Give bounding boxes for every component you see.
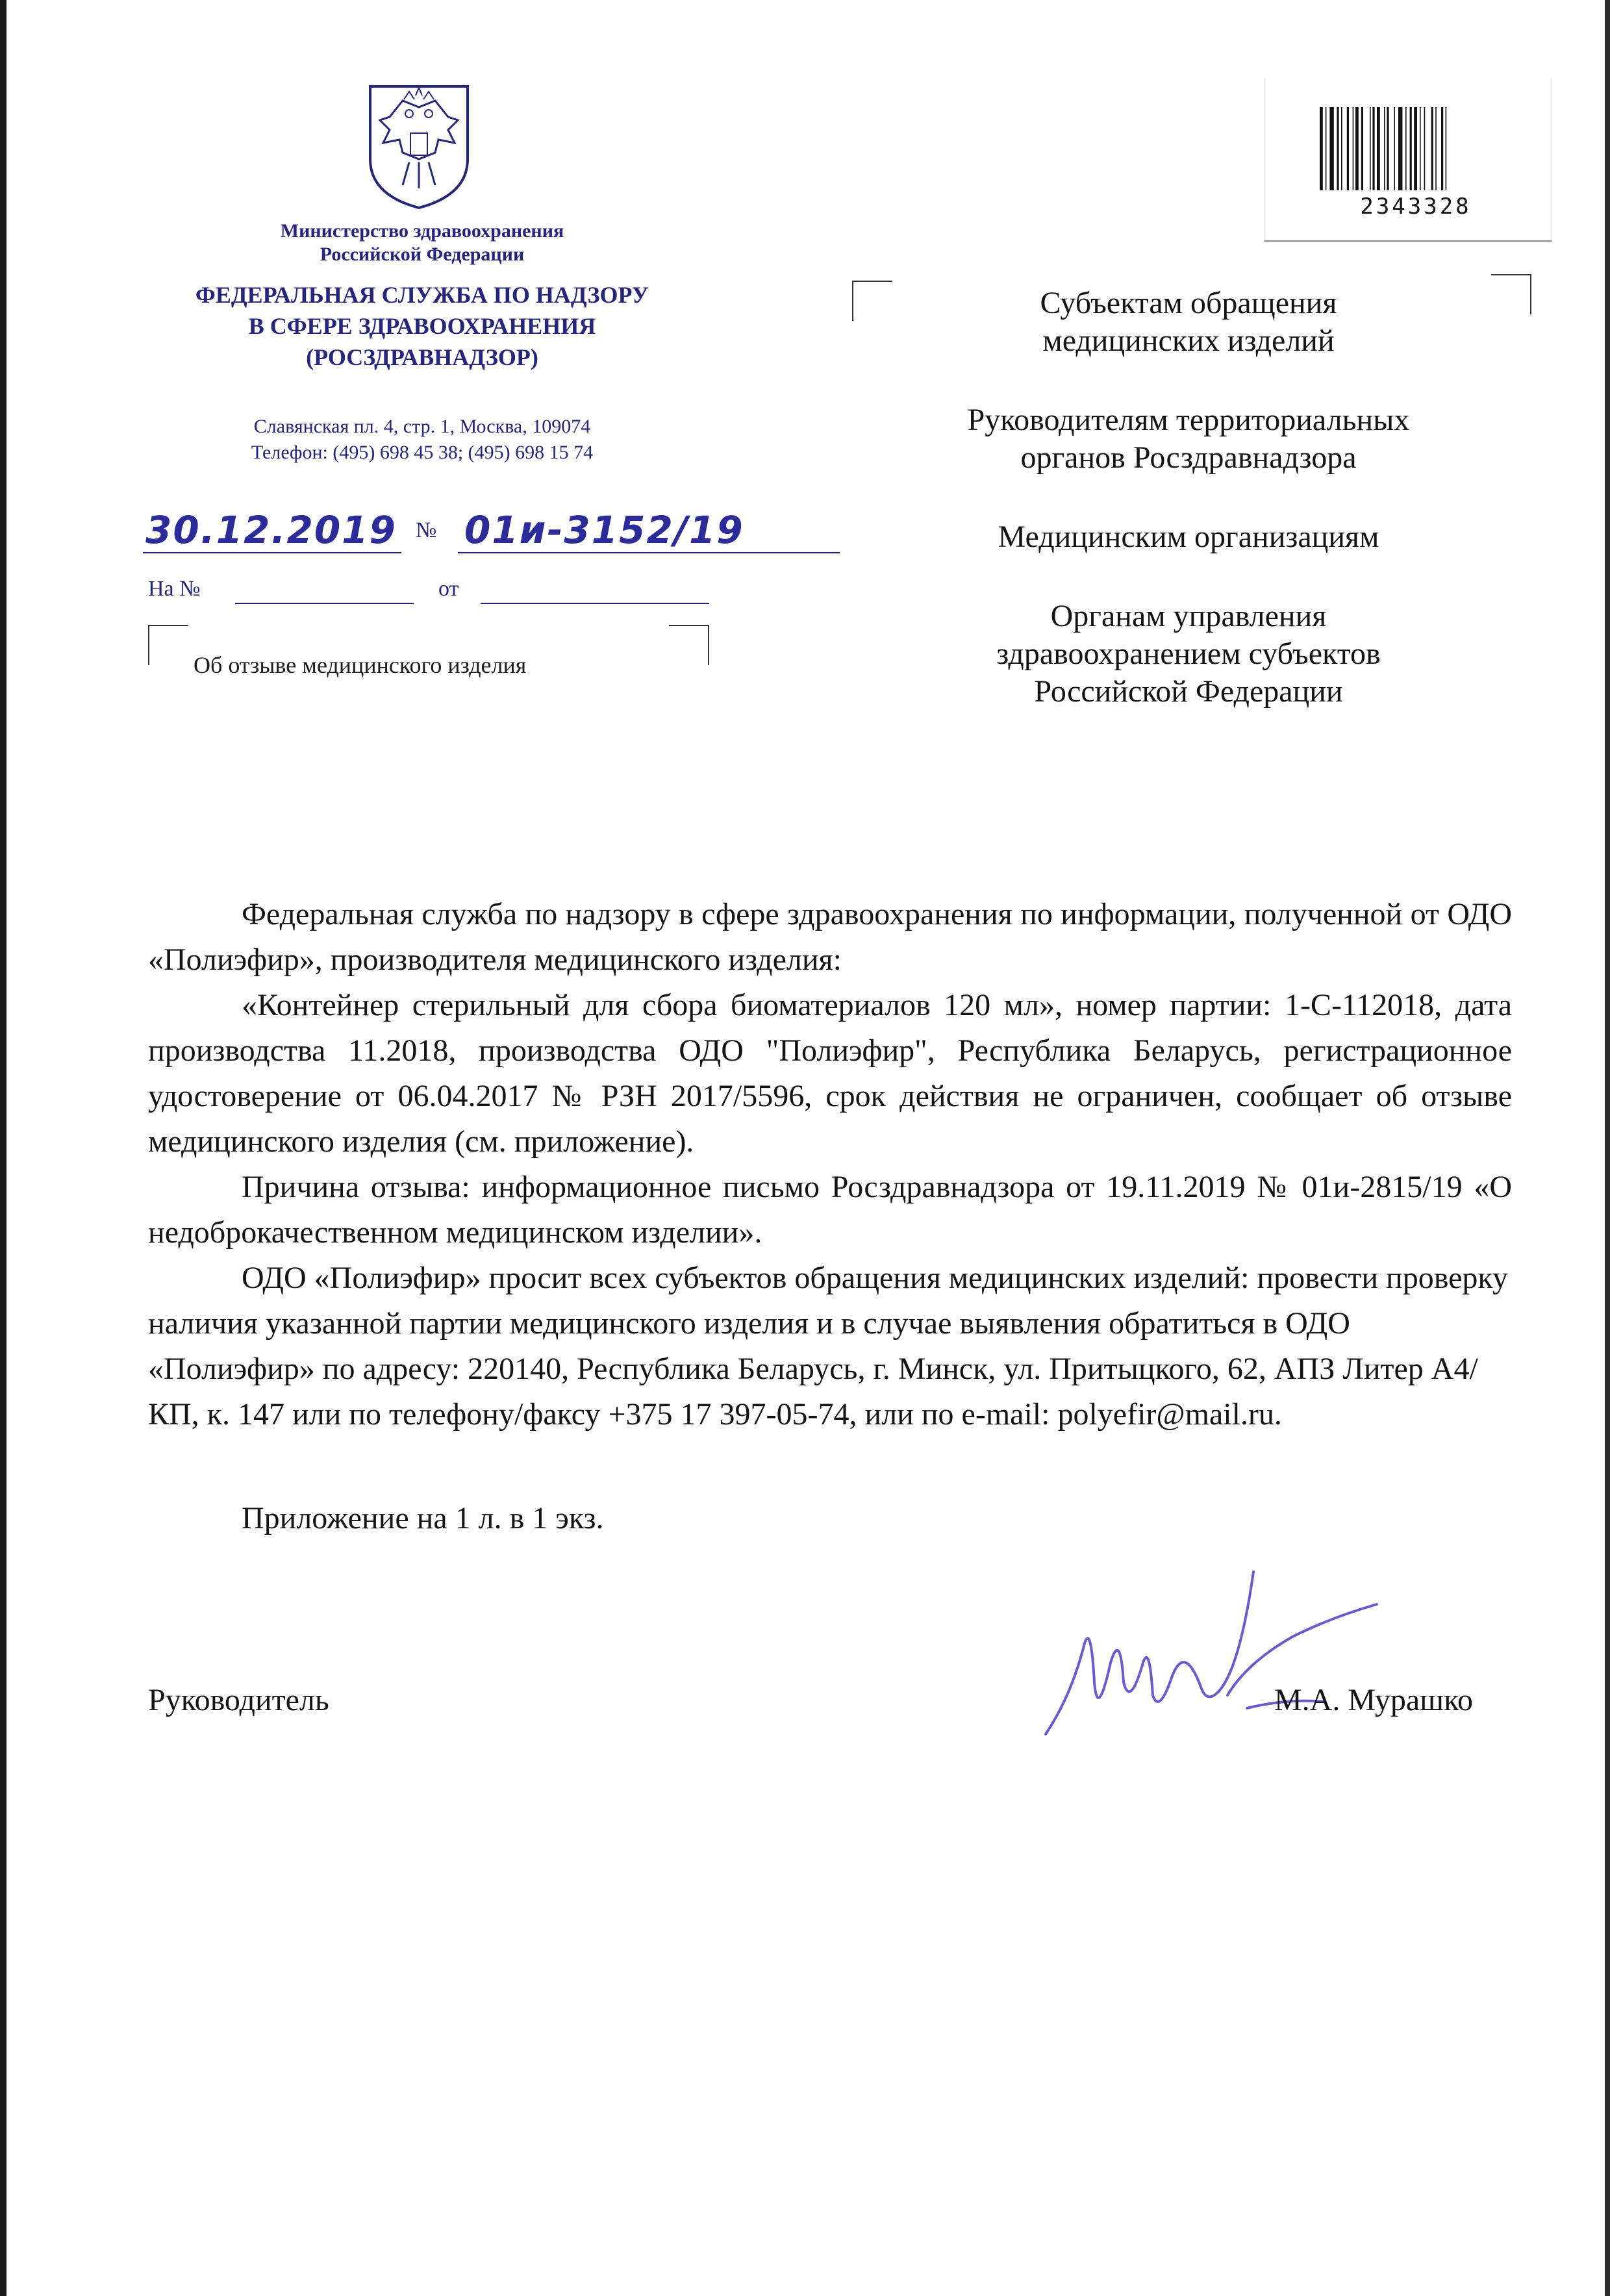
recipients-block — [896, 284, 1481, 752]
body-paragraph: Федеральная служба по надзору в сфере здравоохранения по информации, полученной от ОДО «Полиэфир», производителя медицинского изделия: — [148, 897, 1512, 977]
scan-edge-left — [0, 0, 6, 2296]
number-field — [458, 507, 840, 553]
subject-bracket-left — [148, 625, 188, 665]
barcode-number: 2343328 — [1360, 194, 1472, 220]
recipient-group: Субъектам обращения медицинских изделий — [1040, 286, 1337, 358]
service-name: ФЕДЕРАЛЬНАЯ СЛУЖБА ПО НАДЗОРУ В СФЕРЕ ЗДРАВООХРАНЕНИЯ (РОСЗДРАВНАДЗОР) — [195, 282, 649, 370]
subject-bracket-right — [669, 625, 709, 665]
handwritten-date: 30.12.2019 — [145, 508, 397, 552]
signer-position: Руководитель — [148, 1683, 329, 1717]
date-field — [143, 507, 401, 553]
reference-number-line — [235, 603, 414, 604]
reference-date-line — [481, 603, 709, 604]
recipient-bracket-right — [1491, 274, 1531, 314]
letterhead-address: Славянская пл. 4, стр. 1, Москва, 109074 Телефон: (495) 698 45 38; (495) 698 15 74 — [251, 416, 594, 463]
ministry-name: Министерство здравоохранения Российской Федерации — [280, 220, 564, 265]
signer-name: М.А. Мурашко — [1274, 1683, 1473, 1717]
coat-of-arms-icon — [364, 81, 474, 211]
recipient-group: Руководителям территориальных органов Росздравнадзора — [967, 403, 1410, 475]
body-paragraph: «Контейнер стерильный для сбора биоматериалов 120 мл», номер партии: 1-С-112018, дата производства 11.2018, производства ОДО "Полиэфир", Республика Беларусь, регистрационное удостоверение от 06.04.2017 № РЗН 2017/5596, срок действия не ограничен, сообщает об отзыве медицинского изделия (см. приложение). — [148, 988, 1512, 1159]
letter-subject: Об отзыве медицинского изделия — [194, 652, 527, 678]
recipient-bracket-left — [852, 281, 892, 321]
letter-body — [148, 892, 1512, 1437]
handwritten-number: 01и-3152/19 — [464, 508, 744, 552]
handwritten-signature — [1033, 1565, 1396, 1760]
barcode-icon — [1318, 107, 1513, 195]
number-sign: № — [416, 518, 437, 542]
annex-note: Приложение на 1 л. в 1 экз. — [242, 1501, 604, 1535]
reference-number-label: На № — [148, 577, 201, 601]
recipient-group: Органам управления здравоохранением субъектов Российской Федерации — [996, 599, 1381, 709]
scan-edge-right — [1605, 0, 1610, 2296]
recipient-group: Медицинским организациям — [998, 520, 1379, 554]
reference-date-label: от — [438, 577, 459, 601]
body-paragraph: Причина отзыва: информационное письмо Росздравнадзора от 19.11.2019 № 01и-2815/19 «О недоброкачественном медицинском изделии». — [148, 1170, 1512, 1250]
body-paragraph: ОДО «Полиэфир» просит всех субъектов обращения медицинских изделий: провести проверку наличия указанной партии медицинского изделия и в случае выявления обратиться в ОДО «Полиэфир» по адресу: 220140, Республика Беларусь, г. Минск, ул. Притыцкого, 62, АПЗ Литер А4/КП, к. 147 или по телефону/факсу +375 17 397-05-74, или по e-mail: polyefir@mail.ru. — [148, 1261, 1509, 1432]
